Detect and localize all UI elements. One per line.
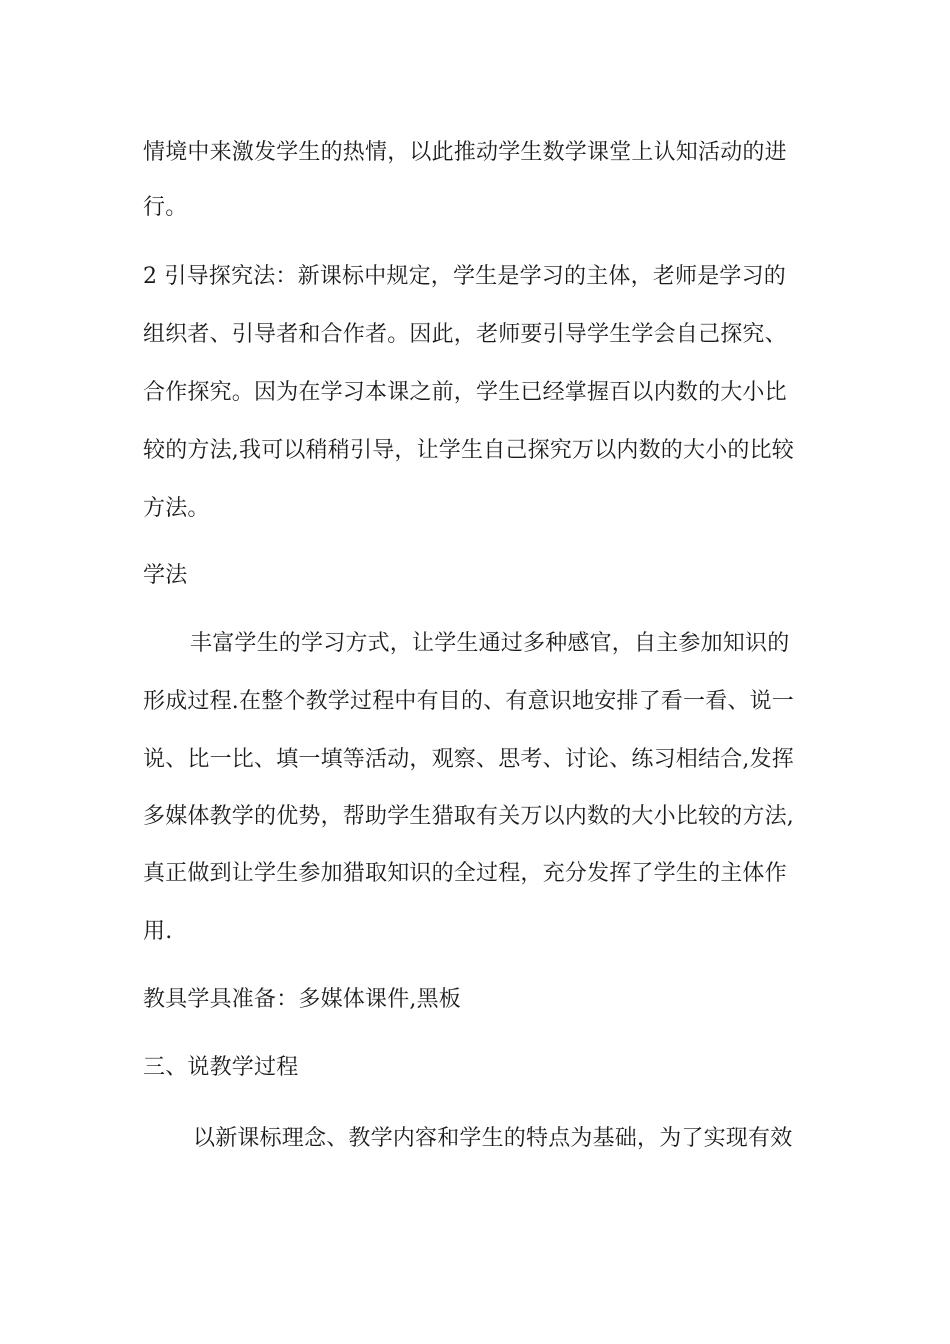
paragraph-line: 真正做到让学生参加猎取知识的全过程，充分发挥了学生的主体作 xyxy=(143,861,787,886)
paragraph-line: 组织者、引导者和合作者。因此，老师要引导学生学会自己探究、 xyxy=(143,322,787,347)
section-heading: 学法 xyxy=(143,563,188,588)
paragraph-line: 方法。 xyxy=(143,496,210,521)
paragraph-line: 情境中来激发学生的热情，以此推动学生数学课堂上认知活动的进 xyxy=(143,140,787,165)
section-heading: 三、说教学过程 xyxy=(143,1055,299,1080)
paragraph-line: 用. xyxy=(143,919,173,944)
paragraph-line: 以新课标理念、教学内容和学生的特点为基础，为了实现有效 xyxy=(193,1126,793,1151)
paragraph-line: 较的方法,我可以稍稍引导，让学生自己探究万以内数的大小的比较 xyxy=(143,438,794,463)
paragraph-line: 行。 xyxy=(143,195,188,220)
paragraph-line: 丰富学生的学习方式，让学生通过多种感官，自主参加知识的 xyxy=(190,631,790,656)
paragraph-line: 2 引导探究法：新课标中规定，学生是学习的主体，老师是学习的 xyxy=(143,264,786,289)
paragraph-line: 教具学具准备：多媒体课件,黑板 xyxy=(143,987,461,1012)
paragraph-line: 合作探究。因为在学习本课之前，学生已经掌握百以内数的大小比 xyxy=(143,380,787,405)
paragraph-line: 多媒体教学的优势，帮助学生猎取有关万以内数的大小比较的方法, xyxy=(143,804,794,829)
paragraph-line: 形成过程.在整个教学过程中有目的、有意识地安排了看一看、说一 xyxy=(143,689,794,714)
paragraph-line: 说、比一比、填一填等活动，观察、思考、讨论、练习相结合,发挥 xyxy=(143,747,794,772)
